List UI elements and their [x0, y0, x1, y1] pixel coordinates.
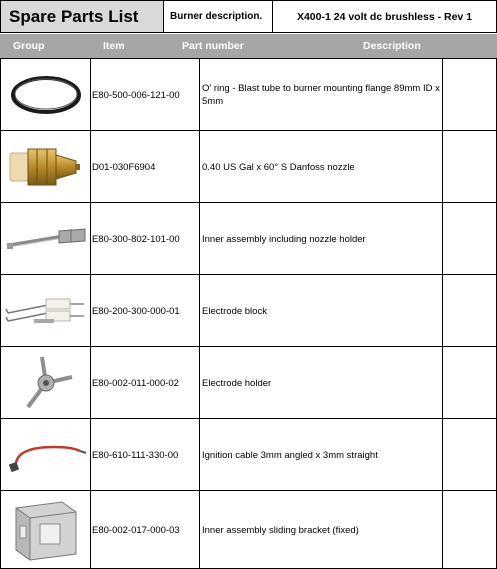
- part-image-cell: [0, 347, 91, 419]
- part-number-cell: E80-002-017-000-03: [91, 491, 200, 569]
- table-row: [0, 418, 497, 490]
- ignition-cable-icon: [4, 427, 88, 483]
- part-description-cell: 0.40 US Gal x 60° S Danfoss nozzle: [200, 131, 443, 203]
- burner-description-cell: [163, 0, 272, 33]
- document-title: Spare Parts List: [9, 6, 139, 26]
- blank-cell: [443, 419, 497, 491]
- part-image-cell: [0, 59, 91, 131]
- part-number-cell: E80-300-802-101-00: [91, 203, 200, 275]
- part-number-cell: E80-200-300-000-01: [91, 275, 200, 347]
- part-description-cell: Electrode block: [200, 275, 443, 347]
- column-header-description: Description: [363, 40, 421, 52]
- part-description-cell: Ignition cable 3mm angled x 3mm straight: [200, 419, 443, 491]
- electrode-block-icon: [4, 283, 88, 339]
- burner-model: X400-1 24 volt dc brushless - Rev 1: [296, 10, 473, 23]
- blank-cell: [443, 275, 497, 347]
- table-row: [0, 202, 497, 274]
- part-description-cell: O' ring - Blast tube to burner mounting flange 89mm ID x 5mm: [200, 59, 443, 131]
- part-description-cell: Inner assembly sliding bracket (fixed): [200, 491, 443, 569]
- nozzle-holder-icon: [3, 211, 89, 267]
- column-header-group: Group: [13, 40, 45, 52]
- o-ring-icon: [6, 67, 86, 123]
- part-number-cell: E80-610-111-330-00: [91, 419, 200, 491]
- sliding-bracket-icon: [6, 498, 86, 562]
- part-number-cell: D01-030F6904: [91, 131, 200, 203]
- part-image-cell: [0, 419, 91, 491]
- part-image-cell: [0, 203, 91, 275]
- column-header-row: [0, 34, 497, 58]
- burner-description-label: Burner description.: [170, 11, 263, 22]
- table-row: [0, 274, 497, 346]
- column-header-part-number: Part number: [182, 40, 244, 52]
- part-description-cell: Electrode holder: [200, 347, 443, 419]
- blank-cell: [443, 131, 497, 203]
- part-description-cell: Inner assembly including nozzle holder: [200, 203, 443, 275]
- burner-model-cell: [272, 0, 497, 33]
- part-image-cell: [0, 275, 91, 347]
- document-title-cell: [0, 0, 163, 33]
- nozzle-icon: [6, 139, 86, 195]
- title-bar: [0, 0, 497, 34]
- table-row: [0, 130, 497, 202]
- electrode-holder-icon: [6, 353, 86, 413]
- table-row: [0, 58, 497, 130]
- table-row: [0, 490, 497, 568]
- column-header-item: Item: [103, 40, 125, 52]
- part-image-cell: [0, 131, 91, 203]
- blank-cell: [443, 491, 497, 569]
- part-image-cell: [0, 491, 91, 569]
- part-number-cell: E80-002-011-000-02: [91, 347, 200, 419]
- blank-cell: [443, 347, 497, 419]
- blank-cell: [443, 203, 497, 275]
- table-row: [0, 346, 497, 418]
- part-number-cell: E80-500-006-121-00: [91, 59, 200, 131]
- blank-cell: [443, 59, 497, 131]
